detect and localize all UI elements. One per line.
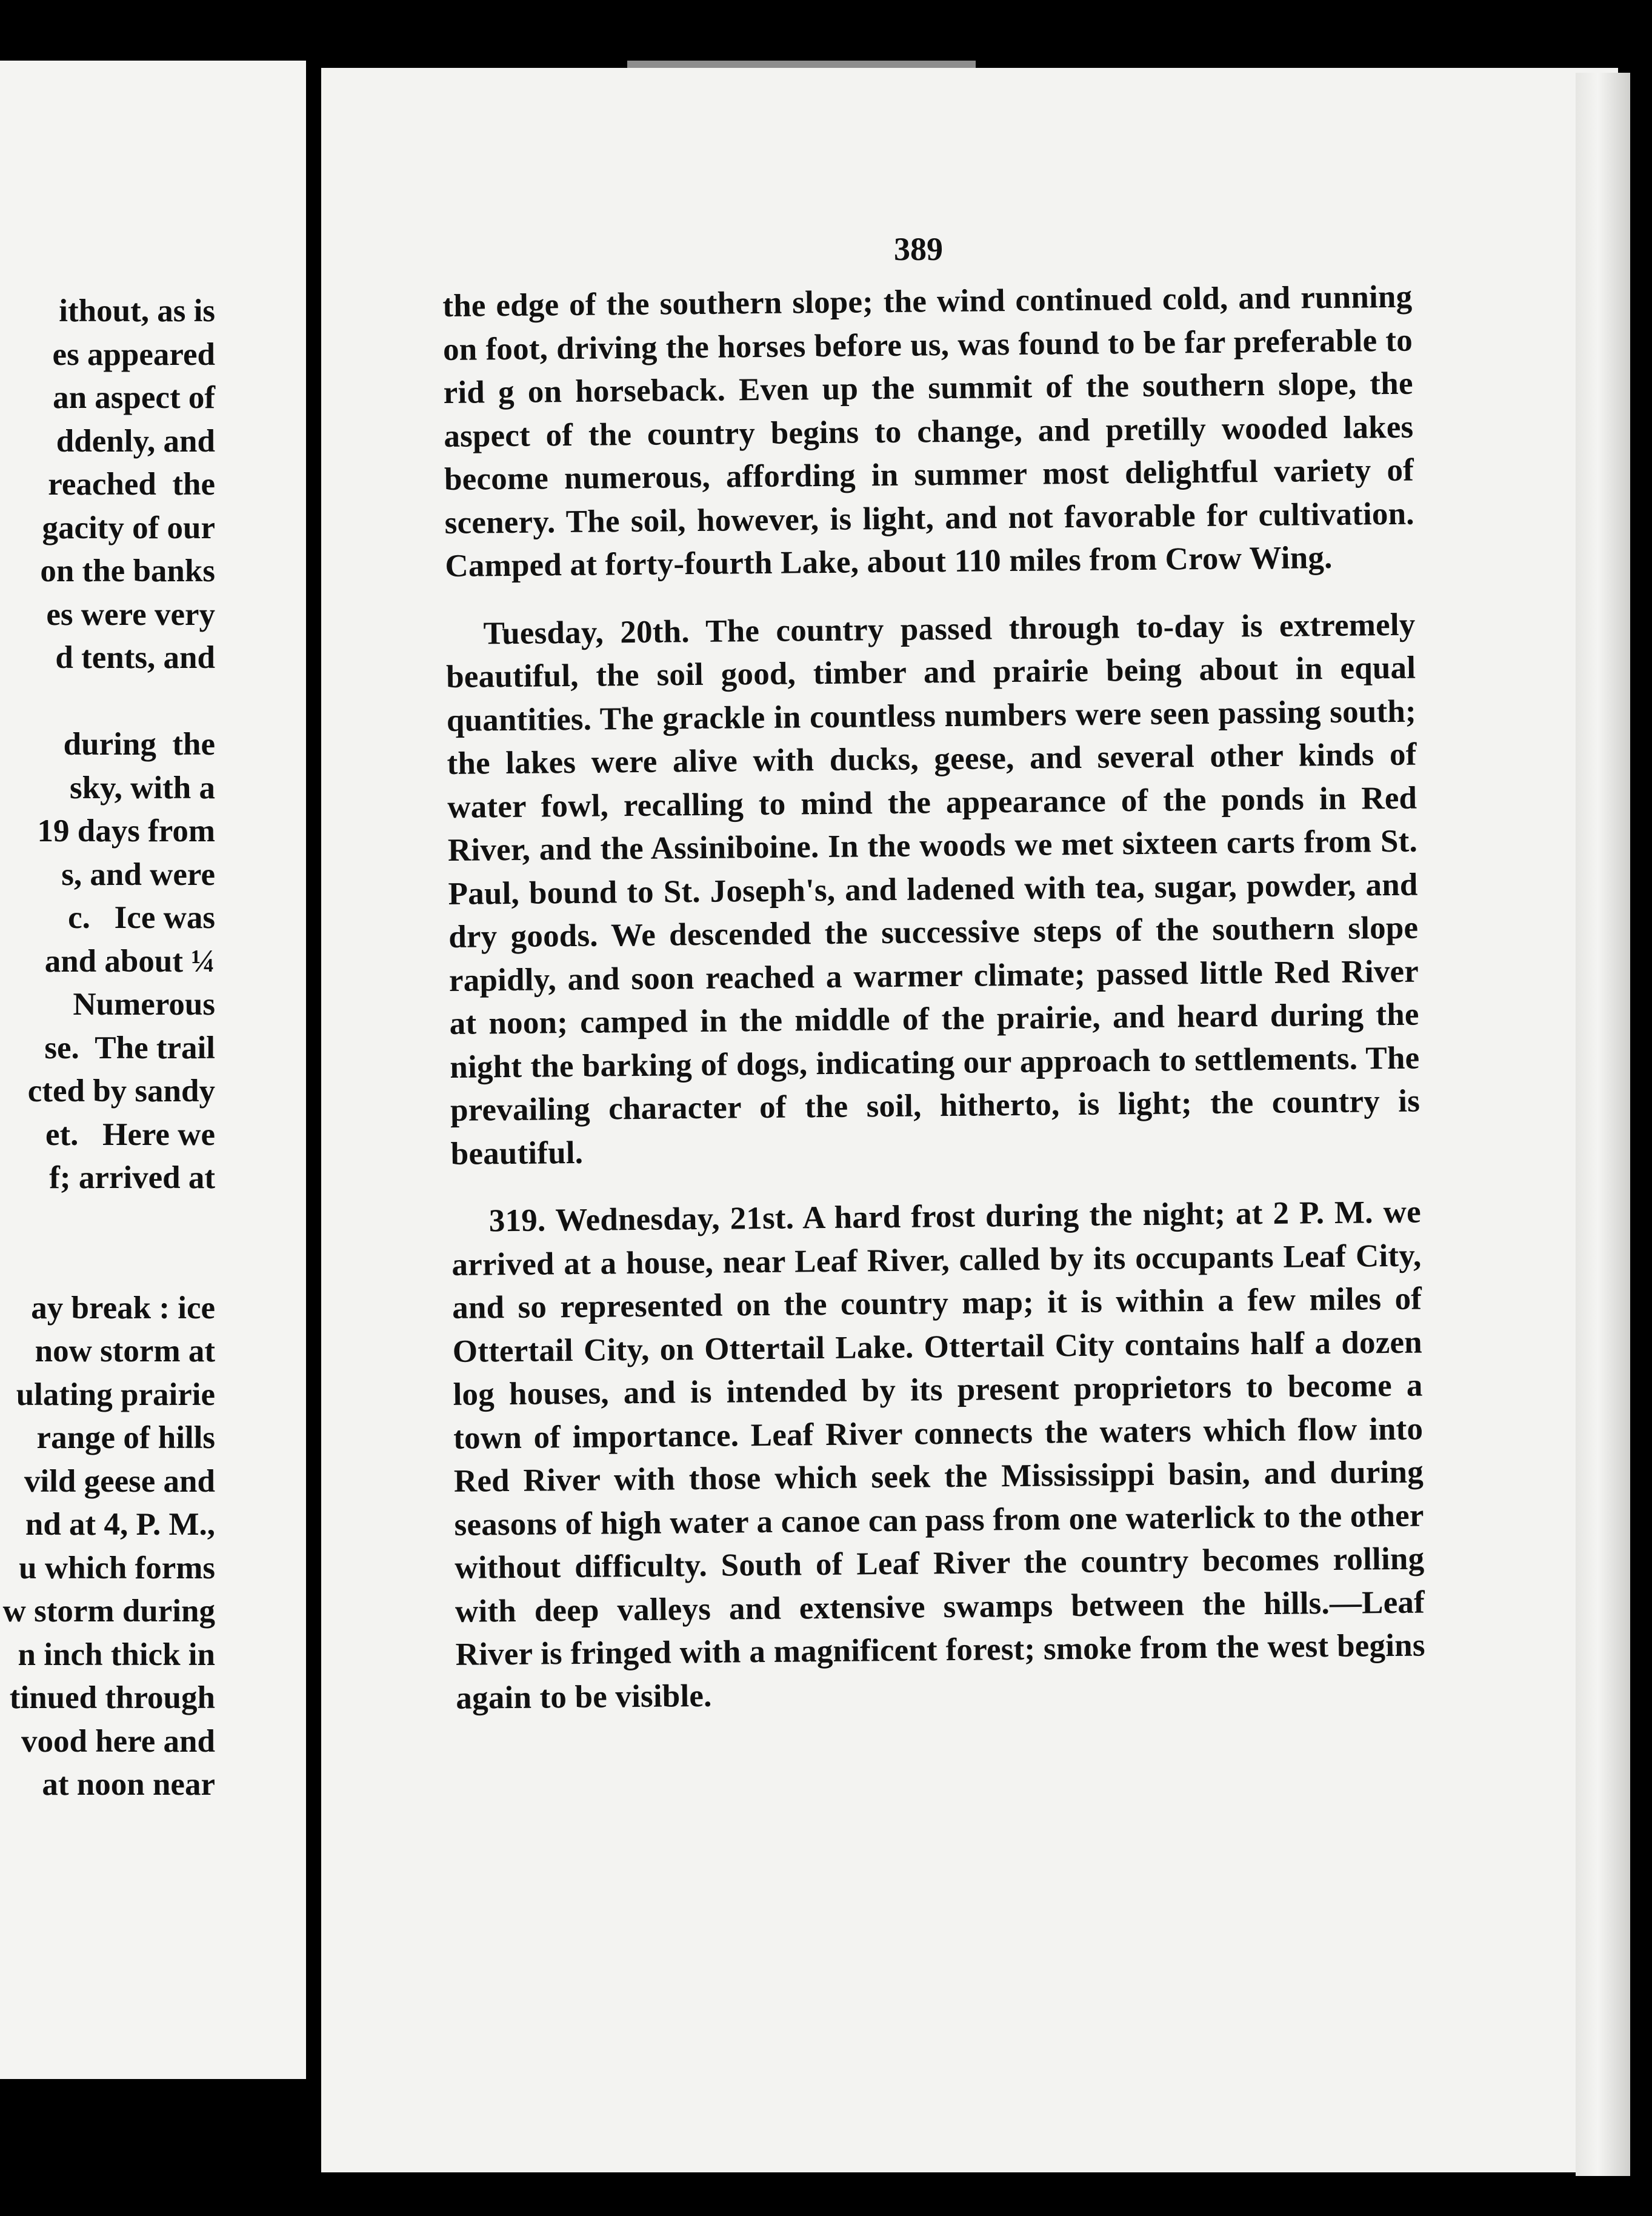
left-page-line: se. The trail <box>44 1030 215 1066</box>
left-page-line: cted by sandy <box>27 1073 215 1109</box>
left-page-line: now storm at <box>35 1333 215 1369</box>
page-number: 389 <box>894 231 943 267</box>
left-page-line: Numerous <box>73 987 215 1022</box>
left-page-line: sky, with a <box>69 770 215 806</box>
left-page-line: et. Here we <box>45 1116 215 1152</box>
paragraph-2: Tuesday, 20th. The country passed through to-day is extremely beautiful, the soil good, timber and prairie being about in equal quantities. The grackle in countless numbers were seen passing south; the lakes were alive with ducks, geese, and several other kinds of water fowl, recalling to mind the appearance of the ponds in Red River, and the Assiniboine. In the woods we met sixteen carts from St. Paul, bound to St. Joseph's, and ladened with tea, sugar, powder, and dry goods. We descended the successive steps of the southern slope rapidly, and soon reached a warmer climate; passed little Red River at noon; camped in the middle of the prairie, and heard during the night the barking of dogs, indicating our approach to settlements. The prevailing character of the soil, hitherto, is light; the country is beautiful. <box>445 607 1421 1172</box>
left-page-line: ay break : ice <box>31 1290 215 1326</box>
left-page-line: range of hills <box>36 1420 215 1455</box>
left-page-line: es appeared <box>52 336 215 372</box>
left-page-line: reached the <box>48 467 215 502</box>
left-page-line: at noon near <box>42 1767 215 1802</box>
left-page-line: f; arrived at <box>49 1160 215 1195</box>
left-page-line: ithout, as is <box>59 293 215 329</box>
left-page-line: ddenly, and <box>56 423 215 459</box>
body-text <box>442 276 1426 1720</box>
left-page-line: d tents, and <box>55 640 215 675</box>
left-page-line: s, and were <box>61 856 215 892</box>
left-page-line <box>3 680 215 724</box>
left-page-line <box>3 1200 215 1244</box>
left-page-line: nd at 4, P. M., <box>25 1507 215 1542</box>
left-page-line <box>3 1243 215 1287</box>
left-page-text <box>3 290 215 1807</box>
left-page-line: n inch thick in <box>18 1637 215 1672</box>
left-page-line: on the banks <box>40 553 215 589</box>
left-page-line: 19 days from <box>37 813 215 849</box>
left-page-line: ulating prairie <box>16 1377 215 1412</box>
left-page-line: u which forms <box>19 1550 215 1586</box>
paragraph-1: the edge of the southern slope; the wind continued cold, and running on foot, driving the horses before us, was found to be far preferable to rid g on horseback. Even up the summit of the southern slope, the aspect of the country begins to change, and pretilly wooded lakes become numerous, affording in summer most delightful variety of scenery. The soil, however, is light, and not favorable for cultivation. Camped at forty-fourth Lake, about 110 miles from Crow Wing. <box>442 279 1414 584</box>
left-page-line: c. Ice was <box>68 900 215 935</box>
left-facing-page <box>0 61 310 2079</box>
left-page-line: vild geese and <box>24 1463 215 1499</box>
left-page-line: gacity of our <box>42 510 215 546</box>
left-page-line: during the <box>63 727 215 762</box>
left-page-line: tinued through <box>9 1680 215 1715</box>
left-page-line: vood here and <box>21 1723 215 1759</box>
page-edge <box>1576 73 1630 2176</box>
left-page-line: an aspect of <box>53 380 215 415</box>
left-page-line: w storm during <box>2 1594 215 1629</box>
left-page-line: es were very <box>46 596 215 632</box>
left-page-line: and about ¼ <box>44 943 215 979</box>
paragraph-3: 319. Wednesday, 21st. A hard frost during the night; at 2 P. M. we arrived at a house, near Leaf River, called by its occupants Leaf City, and so represented on the country map; it is within a few miles of Ottertail City, on Ottertail Lake. Ottertail City contains half a dozen log houses, and is intended by its present proprietors to become a town of importance. Leaf River connects the waters which flow into Red River with those which seek the Mississippi basin, and during seasons of high water a canoe can pass from one waterlick to the other without difficulty. South of Leaf River the country becomes rolling with deep valleys and extensive swamps between the hills.—Leaf River is fringed with a magnificent forest; smoke from the west begins again to be visible. <box>451 1194 1425 1716</box>
